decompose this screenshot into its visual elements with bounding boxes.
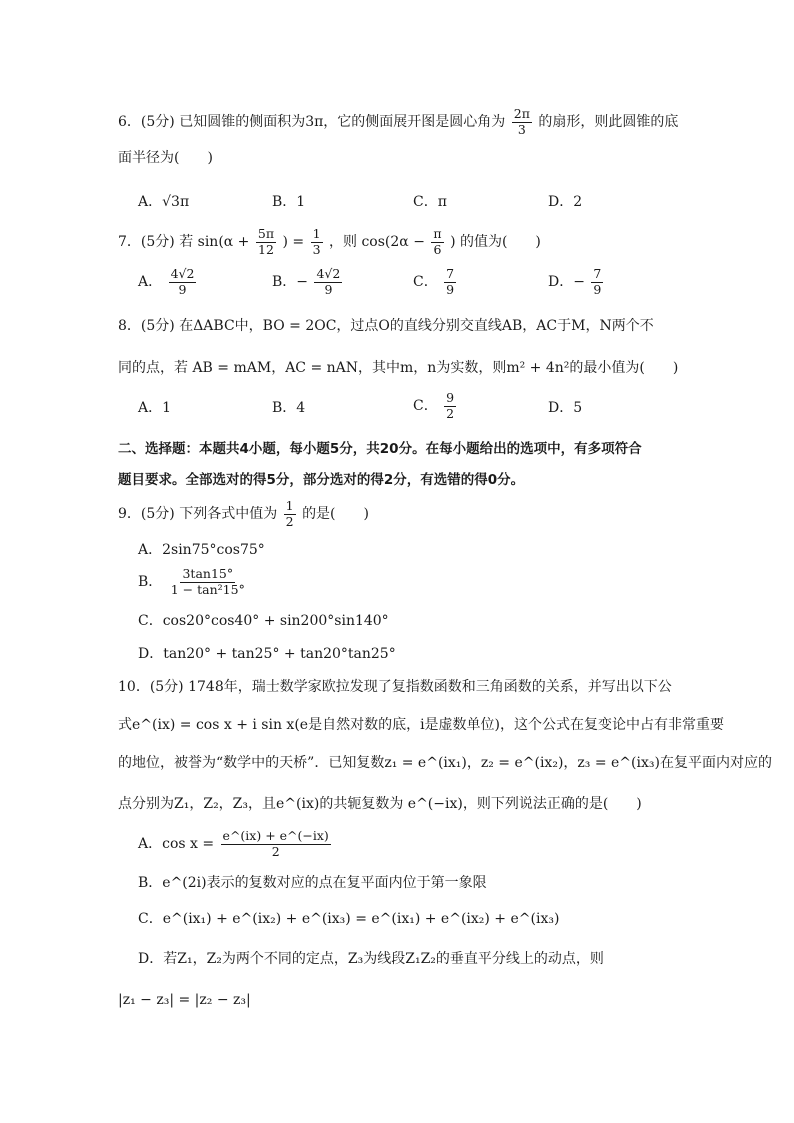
q10-line2: 式e^(ix) = cos x + i sin x(e是自然对数的底，i是虚数单位)，这个公式在复变论中占有非常重要 — [118, 717, 725, 733]
q7-frac1-num: 5π — [257, 226, 275, 241]
q10-line1: 10．(5分) 1748年，瑞士数学家欧拉发现了复指数函数和三角函数的关系，并写出以下公 — [118, 679, 672, 695]
q9-frac-num: 1 — [285, 498, 294, 513]
q10-opt-a-num: e^(ix) + e^(−ix) — [222, 828, 329, 843]
q6-frac-num: 2π — [513, 106, 530, 121]
q7-opt-c-num: 7 — [446, 266, 455, 281]
q10-line4: 点分别为Z₁，Z₂，Z₃，且e^(ix)的共轭复数为 e^(−ix)，则下列说法正确的是( ) — [118, 796, 642, 812]
q7-frac3-den: 6 — [433, 241, 442, 257]
q7-opt-b-num: 4√2 — [316, 266, 341, 281]
q7-frac1-den: 12 — [258, 241, 274, 257]
q7-stem-b: ) = — [282, 234, 305, 250]
q7-opt-a-num: 4√2 — [170, 266, 195, 281]
q9-stem-b: 的是( ) — [302, 506, 369, 522]
q6-stem-b: 的扇形，则此圆锥的底 — [538, 114, 679, 130]
q9-frac-den: 2 — [285, 513, 294, 529]
q6-option-c: C．π — [413, 194, 447, 210]
q7-frac3-num: π — [433, 226, 442, 241]
q7-stem-d: ) 的值为( ) — [450, 234, 541, 250]
q7-stem-c: ，则 cos(2α − — [329, 234, 425, 250]
q9-opt-b-frac — [169, 568, 247, 596]
section2-line2: 题目要求。全部选对的得5分，部分选对的得2分，有选错的得0分。 — [118, 472, 525, 488]
q6-frac-den: 3 — [517, 121, 526, 137]
q7-opt-b-frac — [314, 268, 342, 296]
q7-frac2-num: 1 — [312, 226, 321, 241]
q10-opt-a-frac — [221, 830, 331, 858]
q8-option-d: D．5 — [548, 400, 583, 416]
q8-option-c — [413, 392, 458, 420]
q10-option-d-line1: D．若Z₁，Z₂为两个不同的定点，Z₃为线段Z₁Z₂的垂直平分线上的动点，则 — [138, 951, 604, 967]
q8-option-b: B．4 — [272, 400, 306, 416]
q7-stem-a: 7．(5分) 若 sin(α + — [118, 234, 250, 250]
q9-option-c: C．cos20°cos40° + sin200°sin140° — [138, 613, 389, 629]
q7-option-c — [413, 268, 458, 296]
q9-frac — [284, 500, 296, 528]
q8-opt-c-den: 2 — [446, 405, 455, 421]
q6-option-b: B．1 — [272, 194, 306, 210]
q7-frac3 — [431, 228, 443, 256]
q9-stem-a: 9．(5分) 下列各式中值为 — [118, 506, 278, 522]
q10-opt-a-den: 2 — [271, 843, 280, 859]
q7-opt-c-label: C． — [413, 274, 438, 290]
q8-opt-c-label: C． — [413, 398, 438, 414]
q7-frac2-den: 3 — [312, 241, 321, 257]
q6-fraction — [512, 108, 532, 136]
q7-opt-c-frac — [444, 268, 456, 296]
q10-opt-a-label: A．cos x = — [138, 836, 215, 852]
q9-opt-b-label: B． — [138, 574, 163, 590]
q8-opt-c-num: 9 — [446, 390, 455, 405]
q8-line1: 8．(5分) 在ΔABC中，BO = 2OC，过点O的直线分别交直线AB，AC于M，N两个不 — [118, 318, 654, 334]
q7-opt-d-label: D．− — [548, 274, 585, 290]
q9-option-b — [138, 568, 249, 596]
q9-option-d: D．tan20° + tan25° + tan20°tan25° — [138, 646, 396, 662]
q7-opt-d-frac — [591, 268, 603, 296]
q7-opt-c-den: 9 — [446, 281, 455, 297]
q8-option-a: A．1 — [138, 400, 172, 416]
q6-option-d: D．2 — [548, 194, 583, 210]
section2-line1: 二、选择题：本题共4小题，每小题5分，共20分。在每小题给出的选项中，有多项符合 — [118, 441, 642, 457]
q7-opt-d-den: 9 — [593, 281, 602, 297]
q7-opt-a-den: 9 — [178, 281, 187, 297]
q10-option-c: C．e^(ix₁) + e^(ix₂) + e^(ix₃) = e^(ix₁) + e^(ix₂) + e^(ix₃) — [138, 911, 560, 927]
q9-opt-b-den: 1 − tan²15° — [170, 581, 245, 597]
q7-stem — [118, 228, 541, 256]
q10-line3: 的地位，被誉为“数学中的天桥”．已知复数z₁ = e^(ix₁)，z₂ = e^(ix₂)，z₃ = e^(ix₃)在复平面内对应的 — [118, 755, 772, 771]
q7-opt-d-num: 7 — [593, 266, 602, 281]
q7-opt-b-den: 9 — [324, 281, 333, 297]
q7-opt-b-label: B．− — [272, 274, 309, 290]
q7-opt-a-frac — [169, 268, 197, 296]
q8-line2: 同的点，若 AB = mAM，AC = nAN，其中m，n为实数，则m² + 4n²的最小值为( ) — [118, 360, 679, 376]
q9-option-a: A．2sin75°cos75° — [138, 542, 265, 558]
q6-stem-line2: 面半径为( ) — [118, 150, 213, 166]
q9-stem — [118, 500, 369, 528]
q10-option-b: B．e^(2i)表示的复数对应的点在复平面内位于第一象限 — [138, 875, 487, 891]
q6-stem-line1 — [118, 108, 678, 136]
q7-option-b — [272, 268, 344, 296]
q7-opt-a-label: A． — [138, 274, 163, 290]
q6-option-a: A．√3π — [138, 194, 190, 210]
q7-option-d — [548, 268, 605, 296]
q7-frac2 — [311, 228, 323, 256]
q8-opt-c-frac — [444, 392, 456, 420]
q6-stem-a: 6．(5分) 已知圆锥的侧面积为3π，它的侧面展开图是圆心角为 — [118, 114, 506, 130]
q9-opt-b-num: 3tan15° — [182, 566, 234, 581]
q7-frac1 — [256, 228, 276, 256]
q10-option-d-line2: |z₁ − z₃| = |z₂ − z₃| — [118, 992, 251, 1008]
q7-option-a — [138, 268, 198, 296]
q10-option-a — [138, 830, 333, 858]
